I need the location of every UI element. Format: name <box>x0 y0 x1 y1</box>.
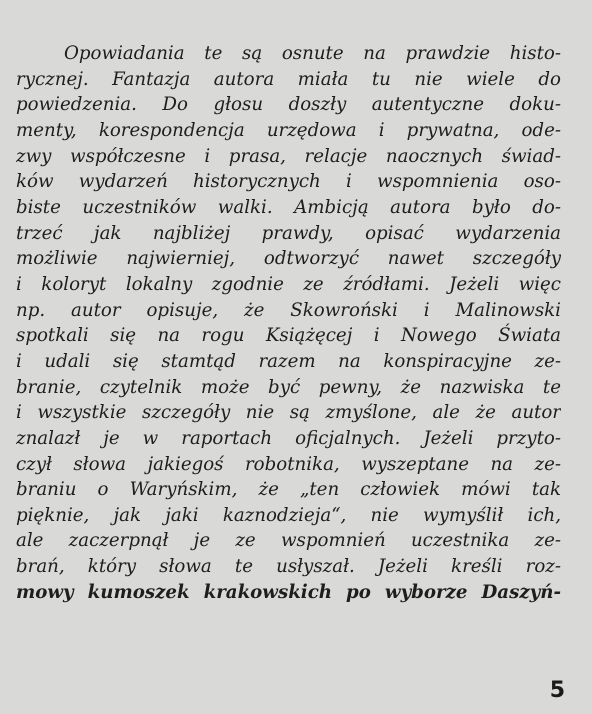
text-line: ale zaczerpnął je ze wspomnień uczestnika ze- <box>16 530 561 552</box>
text-line: np. autor opisuje, że Skowroński i Malinowski <box>16 299 561 321</box>
text-line: znalazł je w raportach oficjalnych. Jeżeli przyto- <box>16 427 561 449</box>
text-line: powiedzenia. Do głosu doszły autentyczne doku- <box>16 94 561 116</box>
text-line: biste uczestników walki. Ambicją autora było do- <box>16 196 561 218</box>
text-line: branie, czytelnik może być pewny, że nazwiska te <box>16 376 561 398</box>
text-line: trzeć jak najbliżej prawdy, opisać wydarzenia <box>16 222 561 244</box>
text-line: i udali się stamtąd razem na konspiracyjne ze- <box>16 350 561 372</box>
page-number: 5 <box>549 678 565 703</box>
text-line: możliwie najwierniej, odtworzyć nawet szczegóły <box>16 248 561 270</box>
text-line: czył słowa jakiegoś robotnika, wyszeptane na ze- <box>16 453 561 475</box>
text-line: rycznej. Fantazja autora miała tu nie wiele do <box>16 68 561 90</box>
text-line: i wszystkie szczegóły nie są zmyślone, ale że autor <box>16 402 561 424</box>
text-line: brań, który słowa te usłyszał. Jeżeli kreśli roz- <box>16 556 561 578</box>
text-line: Opowiadania te są osnute na prawdzie histo- <box>64 43 561 64</box>
text-line: i koloryt lokalny zgodnie ze źródłami. Jeżeli więc <box>16 273 561 295</box>
text-line: spotkali się na rogu Książęcej i Nowego Świata <box>16 325 561 347</box>
text-line: braniu o Waryńskim, że „ten człowiek mówi tak <box>16 479 561 501</box>
text-line: mowy kumoszek krakowskich po wyborze Daszyń- <box>16 581 561 603</box>
text-line: pięknie, jak jaki kaznodzieja“, nie wymyślił ich, <box>16 504 561 526</box>
text-line: ków wydarzeń historycznych i wspomnienia oso- <box>16 171 561 193</box>
body-paragraph <box>16 41 561 605</box>
text-line: menty, korespondencja urzędowa i prywatna, ode- <box>16 119 561 141</box>
text-line: zwy współczesne i prasa, relacje naocznych świad- <box>16 145 561 167</box>
